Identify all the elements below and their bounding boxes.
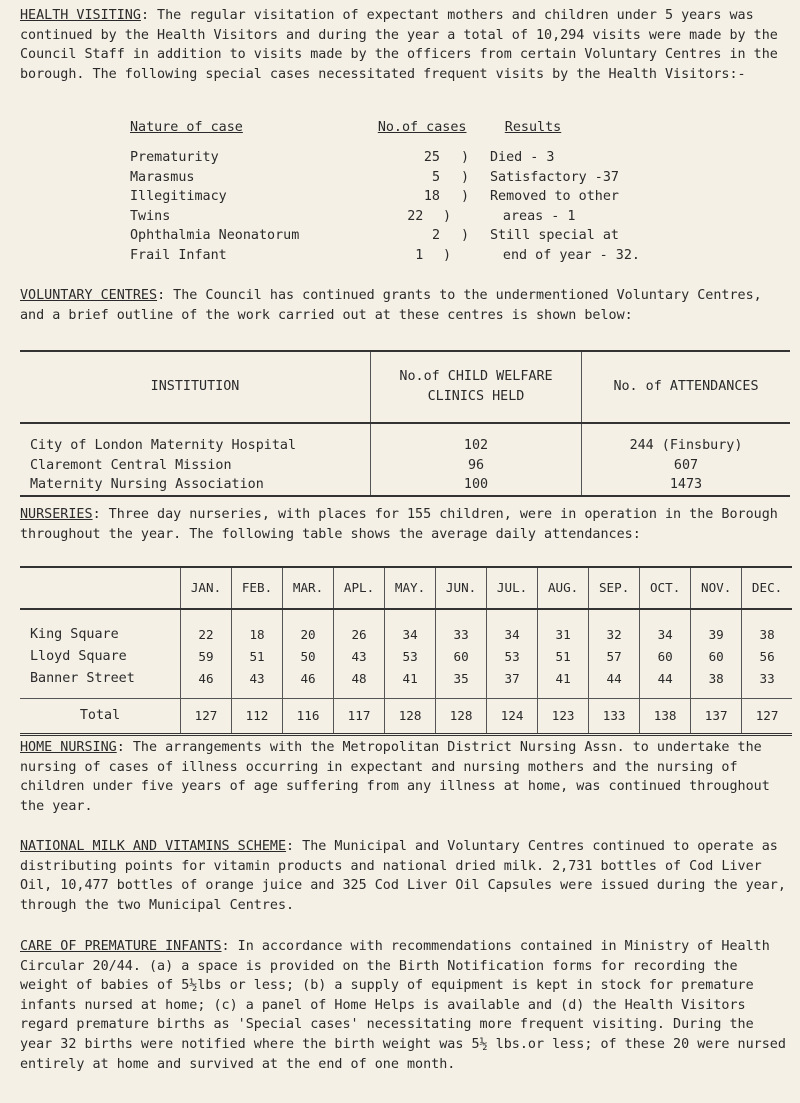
case-count: 2 [431, 228, 440, 244]
attendance-value: 57 [589, 646, 640, 668]
nursery-name: Banner Street [30, 671, 135, 687]
spacer-cell [283, 690, 334, 699]
total-value: 137 [691, 699, 742, 735]
total-value: 116 [283, 699, 334, 735]
institution-name: City of London Maternity Hospital [30, 438, 297, 453]
total-value: 128 [436, 699, 487, 735]
attendance-value: 18 [232, 609, 283, 646]
clinics-held: 100 [371, 475, 582, 496]
attendance-value: 26 [334, 609, 385, 646]
home-nursing-paragraph [20, 738, 790, 816]
spacer-cell [436, 690, 487, 699]
institution-name: Maternity Nursing Association [20, 475, 371, 496]
spacer-cell [589, 690, 640, 699]
case-result: Died - 3 [490, 150, 555, 165]
spacer-cell [538, 690, 589, 699]
special-case-row [130, 187, 730, 207]
nursery-name: Lloyd Square [30, 649, 127, 665]
case-result: Removed to other [490, 189, 619, 205]
total-value: 123 [538, 699, 589, 735]
total-value: 133 [589, 699, 640, 735]
total-value: 117 [334, 699, 385, 735]
month-header: NOV. [691, 567, 742, 609]
clinics-held: 102 [371, 423, 582, 456]
voluntary-centres-heading: VOLUNTARY CENTRES [20, 288, 158, 303]
health-visiting-heading: HEALTH VISITING [20, 8, 141, 23]
attendance-value: 43 [334, 646, 385, 668]
bracket: ) [460, 228, 470, 244]
premature-infants-section [20, 937, 790, 1074]
spacer-cell [20, 690, 181, 699]
attendance-value: 46 [283, 668, 334, 690]
attendance-value: 43 [232, 668, 283, 690]
attendance-value: 48 [334, 668, 385, 690]
nursery-row [20, 609, 792, 646]
attendance-value: 59 [181, 646, 232, 668]
special-case-row [130, 207, 730, 227]
voluntary-centres-text: : The Council has continued grants to the undermentioned Voluntary Centres, and a brief outline of the work carried out at these centres is shown below: [20, 288, 762, 323]
month-header: MAR. [283, 567, 334, 609]
milk-vitamins-heading: NATIONAL MILK AND VITAMINS SCHEME [20, 839, 287, 854]
milk-vitamins-section [20, 837, 790, 915]
case-result: Satisfactory -37 [490, 169, 619, 185]
premature-infants-text: : In accordance with recommendations contained in Ministry of Health Circular 20/44. (a) a space is provided on the Birth Notification forms for recording the weight of babies of 5½lbs or less; (b) a supply of equipment is kept in stock for premature infants nursed at home; (c) a panel of Home Helps is available and (d) the Health Visitors regard premature births as 'Special cases' necessitating more frequent visiting. During the year 32 births were notified where the birth weight was 5½ lbs.or less; of these 20 were nursed entirely at home and survived at the end of one month. [20, 939, 786, 1072]
attendance-value: 33 [742, 668, 792, 690]
special-case-row [130, 246, 730, 266]
special-case-row [130, 226, 730, 246]
attendance-value: 34 [385, 609, 436, 646]
institution-row [20, 456, 790, 476]
month-header: APL. [334, 567, 385, 609]
attendance-value: 38 [691, 668, 742, 690]
case-nature: Illegitimacy [130, 189, 227, 205]
case-nature: Ophthalmia Neonatorum [130, 228, 300, 244]
home-nursing-section [20, 738, 790, 816]
attendance-value: 34 [487, 609, 538, 646]
attendance-value: 41 [538, 668, 589, 690]
column-header: No.of cases [377, 120, 467, 135]
attendance-value: 37 [487, 668, 538, 690]
attendances: 244 (Finsbury) [582, 423, 791, 456]
month-header: JUN. [436, 567, 487, 609]
case-count: 18 [423, 189, 440, 205]
home-nursing-heading: HOME NURSING [20, 740, 117, 755]
voluntary-centres-table [20, 350, 790, 497]
attendance-value: 60 [640, 646, 691, 668]
month-header: JAN. [181, 567, 232, 609]
attendance-value: 60 [436, 646, 487, 668]
attendance-value: 51 [538, 646, 589, 668]
special-case-row [130, 148, 730, 168]
attendances: 1473 [582, 475, 791, 496]
total-label: Total [20, 699, 181, 735]
attendance-value: 38 [742, 609, 792, 646]
case-result: Still special at [490, 228, 619, 244]
nursery-name: King Square [30, 627, 119, 643]
special-case-row [130, 168, 730, 188]
nurseries-paragraph [20, 505, 790, 544]
attendance-value: 51 [232, 646, 283, 668]
voluntary-centres-section [20, 286, 790, 325]
health-visiting-text: : The regular visitation of expectant mothers and children under 5 years was continued by the Health Visitors and during the year a total of 10,294 visits were made by the Council Staff in addition to visits made by the officers from certain Voluntary Centres in the borough. The following special cases necessitated frequent visits by the Health Visitors:- [20, 8, 778, 82]
spacer-cell [385, 690, 436, 699]
total-value: 128 [385, 699, 436, 735]
home-nursing-text: : The arrangements with the Metropolitan District Nursing Assn. to undertake the nursing of cases of illness occurring in expectant and nursing mothers and the nursing of children under five years of age suffering from any illness at home, was continued throughout the year. [20, 740, 770, 814]
spacer-cell [181, 690, 232, 699]
column-header: No.of CHILD WELFARE CLINICS HELD [371, 351, 582, 423]
attendance-value: 35 [436, 668, 487, 690]
case-count: 1 [415, 247, 424, 263]
attendance-value: 60 [691, 646, 742, 668]
bracket: ) [460, 169, 470, 185]
case-count: 25 [423, 150, 440, 165]
spacer-cell [487, 690, 538, 699]
nurseries-text: : Three day nurseries, with places for 155 children, were in operation in the Borough throughout the year. The following table shows the average daily attendances: [20, 507, 778, 542]
institution-row [20, 423, 790, 456]
attendance-value: 33 [436, 609, 487, 646]
clinics-held: 96 [371, 456, 582, 476]
case-nature: Marasmus [130, 169, 195, 185]
blank-header-cell [20, 567, 181, 609]
attendance-value: 31 [538, 609, 589, 646]
attendance-value: 44 [589, 668, 640, 690]
case-nature: Twins [130, 208, 171, 224]
spacer-cell [334, 690, 385, 699]
nurseries-table [20, 566, 792, 736]
attendance-value: 50 [283, 646, 334, 668]
month-header: MAY. [385, 567, 436, 609]
total-value: 112 [232, 699, 283, 735]
month-header: OCT. [640, 567, 691, 609]
total-value: 127 [742, 699, 792, 735]
spacer-cell [232, 690, 283, 699]
bracket: ) [442, 208, 452, 224]
attendance-value: 46 [181, 668, 232, 690]
health-visiting-paragraph [20, 6, 790, 84]
special-cases-header [130, 118, 730, 148]
milk-vitamins-text: : The Municipal and Voluntary Centres continued to operate as distributing points for vitamin products and national dried milk. 2,731 bottles of Cod Liver Oil, 10,477 bottles of orange juice and 325 Cod Liver Oil Capsules were issued during the year, through the two Municipal Centres. [20, 839, 786, 913]
spacer-cell [742, 690, 792, 699]
case-count: 5 [431, 169, 440, 185]
attendance-value: 41 [385, 668, 436, 690]
bracket: ) [460, 150, 470, 165]
bracket: ) [460, 189, 470, 205]
month-header: FEB. [232, 567, 283, 609]
month-header: DEC. [742, 567, 792, 609]
attendance-value: 22 [181, 609, 232, 646]
attendance-value: 53 [385, 646, 436, 668]
column-header: Nature of case [130, 120, 243, 135]
voluntary-centres-paragraph [20, 286, 790, 325]
attendance-value: 44 [640, 668, 691, 690]
nurseries-heading: NURSERIES [20, 507, 93, 522]
case-result: end of year - 32. [502, 247, 640, 263]
spacer-cell [640, 690, 691, 699]
case-result: areas - 1 [502, 208, 576, 224]
attendance-value: 32 [589, 609, 640, 646]
nursery-row [20, 646, 792, 668]
total-value: 138 [640, 699, 691, 735]
institution-row [20, 475, 790, 496]
attendances: 607 [582, 456, 791, 476]
attendance-value: 53 [487, 646, 538, 668]
attendance-value: 34 [640, 609, 691, 646]
health-visiting-section [20, 6, 790, 84]
column-header: INSTITUTION [20, 351, 371, 423]
total-value: 127 [181, 699, 232, 735]
case-count: 22 [407, 208, 424, 224]
milk-vitamins-paragraph [20, 837, 790, 915]
nurseries-section [20, 505, 790, 544]
bracket: ) [442, 247, 452, 263]
column-header: No. of ATTENDANCES [582, 351, 791, 423]
spacer-row [20, 690, 792, 699]
attendance-value: 39 [691, 609, 742, 646]
month-header: SEP. [589, 567, 640, 609]
nursery-row [20, 668, 792, 690]
column-header: Results [504, 120, 562, 135]
premature-infants-paragraph [20, 937, 790, 1074]
month-header: AUG. [538, 567, 589, 609]
attendance-value: 20 [283, 609, 334, 646]
total-value: 124 [487, 699, 538, 735]
special-cases-table [130, 118, 730, 266]
institution-name: Claremont Central Mission [30, 457, 232, 473]
attendance-value: 56 [742, 646, 792, 668]
case-nature: Prematurity [130, 150, 219, 165]
month-header: JUL. [487, 567, 538, 609]
total-row [20, 699, 792, 735]
premature-infants-heading: CARE OF PREMATURE INFANTS [20, 939, 222, 954]
case-nature: Frail Infant [130, 247, 227, 263]
spacer-cell [691, 690, 742, 699]
